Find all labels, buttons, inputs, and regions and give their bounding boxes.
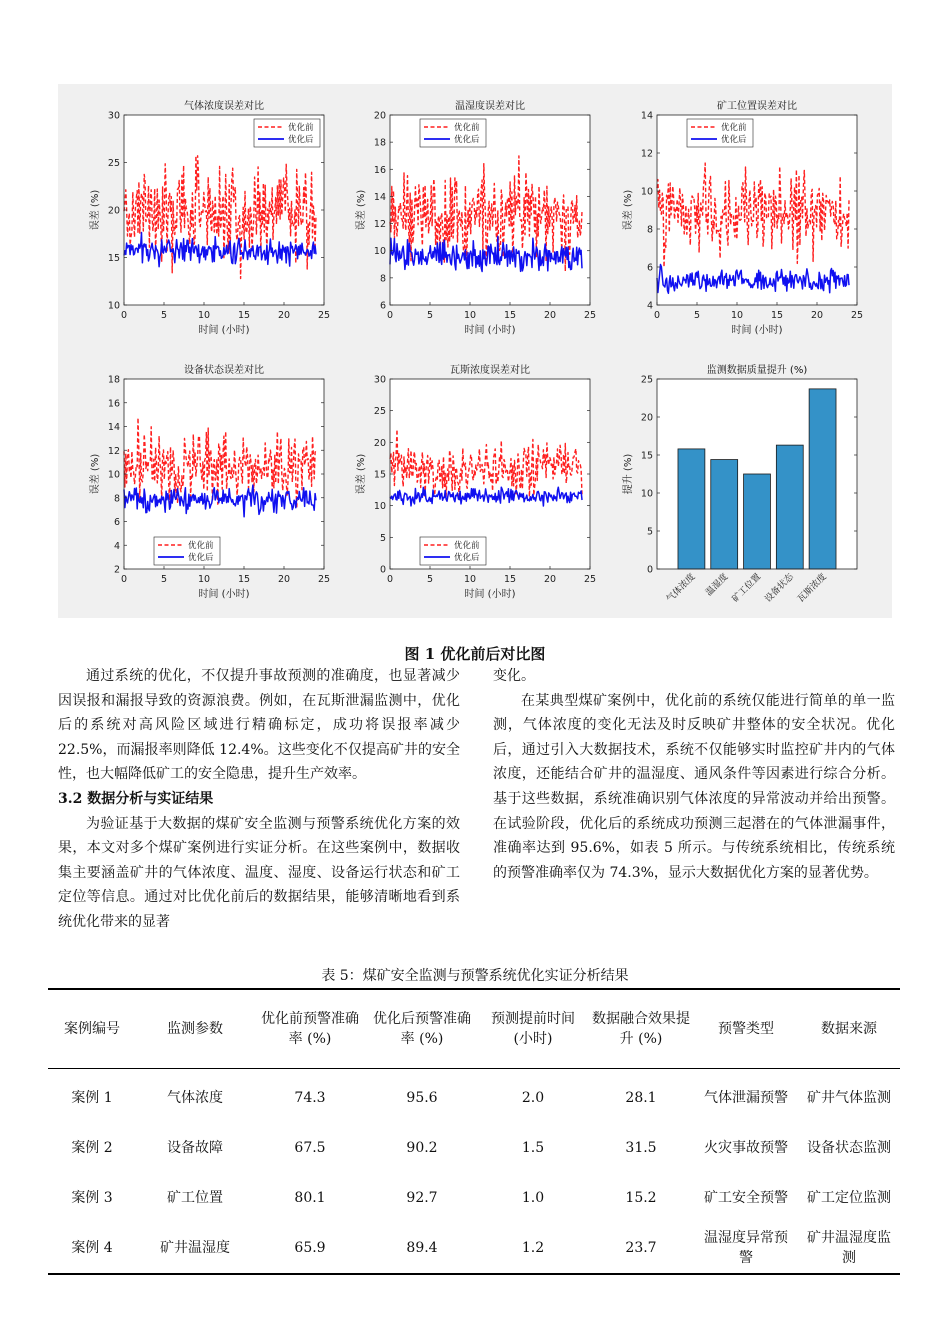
paragraph: 在某典型煤矿案例中，优化前的系统仅能进行简单的单一监测，气体浓度的变化无法及时反映矿井整体的安全状况。优化后，通过引入大数据技术，系统不仅能够实时监控矿井内的气体浓度，还能结合矿井的温湿度、通风条件等因素进行综合分析。基于这些数据，系统准确识别气体浓度的异常波动并给出预警。在试验阶段，优化后的系统成功预测三起潜在的气体泄漏事件，准确率达到 95.6%，如表 5 所示。与传统系统相比，传统系统的预警准确率仅为 74.3%，显示大数据优化方案的显著优势。 [493,692,895,881]
y-tick-label: 14 [640,110,653,122]
table-cell: 矿井温湿度 [160,1240,230,1256]
x-tick-label: 10 [463,310,477,321]
results-table [48,988,900,1275]
table-cell: 15.2 [625,1190,657,1206]
paragraph: 变化。 [493,668,535,684]
x-tick-label: 15 [237,310,251,321]
y-tick-label: 10 [107,300,120,312]
table-cell: 矿工安全预警 [704,1190,788,1206]
x-tick-label: 25 [583,310,597,321]
figure-canvas [58,84,892,618]
legend-label-after: 优化后 [721,135,747,145]
y-tick-label: 25 [107,158,120,169]
y-tick-label: 8 [113,493,120,505]
chart-title: 设备状态误差对比 [184,365,264,376]
x-tick-label: 10 [197,310,211,321]
chart-title: 温湿度误差对比 [455,101,525,112]
table-caption: 表 5：煤矿安全监测与预警系统优化实证分析结果 [321,968,629,984]
table-cell: 案例 1 [71,1090,113,1106]
x-tick-label: 25 [850,310,864,321]
table-cell: 74.3 [294,1090,326,1106]
table-cell: 温湿度异常预警 [704,1230,788,1266]
x-tick-label: 15 [237,574,251,585]
x-tick-label: 10 [463,574,477,585]
paragraph: 通过系统的优化，不仅提升事故预测的准确度，也显著减少因误报和漏报导致的资源浪费。例如，在瓦斯泄漏监测中，优化后的系统对高风险区域进行精确标定，成功将误报率减少 22.5%，而漏报率则降低 12.4%。这些变化不仅提高矿井的安全性，也大幅降低矿工的安全隐患，提升生产效率。 [58,668,460,783]
table-cell: 矿井气体监测 [807,1090,891,1106]
x-axis-label: 时间 (小时) [464,589,516,600]
table-header-cell: 预测提前时间 (小时) [491,1011,575,1047]
table-cell: 90.2 [406,1140,438,1156]
x-tick-label: 0 [386,310,394,321]
y-tick-label: 14 [107,422,120,433]
y-tick-label: 6 [113,517,120,528]
y-tick-label: 15 [107,253,120,264]
table-cell: 案例 4 [71,1240,113,1256]
bar-2 [711,460,738,569]
table-cell: 案例 2 [71,1140,113,1156]
x-axis-label: 时间 (小时) [464,325,516,336]
x-tick-label: 20 [543,574,557,585]
x-tick-label: 20 [810,310,824,321]
table-cell: 92.7 [406,1190,438,1206]
legend-label-after: 优化后 [188,553,214,563]
table-row [48,1123,900,1173]
x-tick-label: 20 [277,310,291,321]
table-header-cell: 监测参数 [167,1021,223,1037]
y-tick-label: 5 [379,532,386,544]
bar-4 [776,445,803,569]
legend-label-before: 优化前 [188,541,214,551]
x-tick-label: 10 [730,310,744,321]
section-heading: 3.2 数据分析与实证结果 [58,790,214,807]
y-axis-label: 误差 (%) [356,189,367,231]
x-tick-label: 矿工位置 [730,572,764,605]
table-cell: 矿井温湿度监测 [807,1230,891,1266]
table-cell: 矿工位置 [167,1190,223,1206]
table-row [48,1173,900,1223]
table-header-cell: 优化后预警准确率 (%) [373,1011,471,1047]
results-table-wrap [48,988,900,1275]
table-cell: 67.5 [294,1140,326,1156]
table-cell: 矿工定位监测 [807,1190,891,1206]
x-tick-label: 设备状态 [763,572,796,605]
x-tick-label: 瓦斯浓度 [796,572,829,605]
table-cell: 气体浓度 [167,1090,223,1106]
legend-label-after: 优化后 [288,135,314,145]
table-header-cell: 预警类型 [718,1021,774,1037]
y-tick-label: 30 [373,374,386,386]
y-tick-label: 20 [373,437,386,449]
table-cell: 设备故障 [167,1140,223,1156]
y-tick-label: 15 [373,469,386,481]
y-tick-label: 25 [373,406,386,418]
y-tick-label: 10 [640,186,653,198]
y-axis-label: 误差 (%) [90,189,101,231]
legend-label-before: 优化前 [288,123,314,133]
chart-title: 矿工位置误差对比 [717,101,797,112]
table-cell: 89.4 [406,1240,438,1256]
x-tick-label: 0 [120,310,128,321]
table-cell: 2.0 [521,1090,545,1106]
y-tick-label: 16 [373,164,386,176]
y-tick-label: 6 [646,262,653,274]
y-tick-label: 15 [640,450,653,462]
table-cell: 65.9 [294,1240,326,1256]
bar-3 [744,474,771,569]
y-tick-label: 25 [640,374,653,386]
table-cell: 1.2 [521,1240,545,1256]
y-tick-label: 0 [379,564,386,576]
y-axis-label: 误差 (%) [623,189,634,231]
table-cell: 95.6 [406,1090,438,1106]
y-tick-label: 14 [373,191,386,203]
y-tick-label: 10 [373,246,386,258]
legend-label-after: 优化后 [454,553,480,563]
text-column-right [493,664,895,885]
y-axis-label: 提升 (%) [623,453,634,495]
figure-caption: 图 1 优化前后对比图 [404,645,546,663]
table-cell: 1.0 [521,1190,545,1206]
x-tick-label: 25 [583,574,597,585]
bar-1 [678,449,705,569]
table-cell: 火灾事故预警 [704,1140,788,1156]
y-tick-label: 8 [379,273,386,285]
y-tick-label: 20 [640,412,653,424]
y-tick-label: 10 [107,469,120,481]
table-header-cell: 优化前预警准确率 (%) [261,1011,359,1047]
y-tick-label: 18 [373,137,386,149]
x-tick-label: 20 [277,574,291,585]
chart-title: 监测数据质量提升 (%) [706,365,808,376]
x-tick-label: 25 [317,310,331,321]
x-tick-label: 5 [693,310,701,321]
y-tick-label: 12 [640,148,653,160]
x-tick-label: 15 [503,310,517,321]
paragraph: 为验证基于大数据的煤矿安全监测与预警系统优化方案的效果，本文对多个煤矿案例进行实证分析。在这些案例中，数据收集主要涵盖矿井的气体浓度、温度、湿度、设备运行状态和矿工定位等信息。通过对比优化前后的数据结果，能够清晰地看到系统优化带来的显著 [58,815,460,930]
x-tick-label: 25 [317,574,331,585]
text-column-left [58,664,460,935]
x-tick-label: 0 [653,310,661,321]
table-cell: 80.1 [294,1190,326,1206]
table-header-row [48,989,900,1069]
x-tick-label: 15 [503,574,517,585]
table-header-cell: 案例编号 [64,1021,120,1037]
x-tick-label: 5 [426,310,434,321]
y-tick-label: 10 [373,501,386,513]
x-tick-label: 5 [426,574,434,585]
y-tick-label: 4 [646,300,653,312]
legend-label-before: 优化前 [721,123,747,133]
y-tick-label: 5 [646,526,653,538]
y-tick-label: 6 [379,300,386,312]
y-tick-label: 20 [373,110,386,122]
x-tick-label: 0 [386,574,394,585]
chart-title: 气体浓度误差对比 [184,101,264,112]
figure-1 [58,84,892,618]
y-tick-label: 20 [107,205,120,217]
x-axis-label: 时间 (小时) [198,589,250,600]
y-tick-label: 0 [646,564,653,576]
y-axis-label: 误差 (%) [90,453,101,495]
y-tick-label: 12 [107,445,120,457]
table-cell: 31.5 [625,1140,657,1156]
y-tick-label: 8 [646,224,653,236]
x-tick-label: 气体浓度 [665,572,698,605]
chart-title: 瓦斯浓度误差对比 [450,365,530,376]
bar-5 [809,389,836,569]
x-tick-label: 5 [160,574,168,585]
x-axis-label: 时间 (小时) [731,325,783,336]
y-tick-label: 16 [107,398,120,410]
y-tick-label: 10 [640,488,653,500]
y-tick-label: 30 [107,110,120,122]
table-header-cell: 数据融合效果提升 (%) [592,1011,690,1047]
x-tick-label: 5 [160,310,168,321]
legend-label-before: 优化前 [454,541,480,551]
y-tick-label: 18 [107,374,120,386]
x-tick-label: 20 [543,310,557,321]
table-row [48,1069,900,1124]
table-cell: 28.1 [625,1090,657,1106]
table-cell: 设备状态监测 [807,1140,891,1156]
x-tick-label: 10 [197,574,211,585]
x-axis-label: 时间 (小时) [198,325,250,336]
x-tick-label: 0 [120,574,128,585]
table-cell: 气体泄漏预警 [704,1090,788,1106]
y-tick-label: 2 [113,564,120,576]
table-cell: 23.7 [625,1240,657,1256]
table-cell: 案例 3 [71,1190,113,1206]
table-header-cell: 数据来源 [821,1021,877,1037]
x-tick-label: 15 [770,310,784,321]
table-row [48,1223,900,1274]
y-tick-label: 4 [113,540,120,552]
y-axis-label: 误差 (%) [356,453,367,495]
table-cell: 1.5 [521,1140,545,1156]
y-tick-label: 12 [373,219,386,231]
legend-label-before: 优化前 [454,123,480,133]
x-tick-label: 温湿度 [704,572,731,599]
legend-label-after: 优化后 [454,135,480,145]
